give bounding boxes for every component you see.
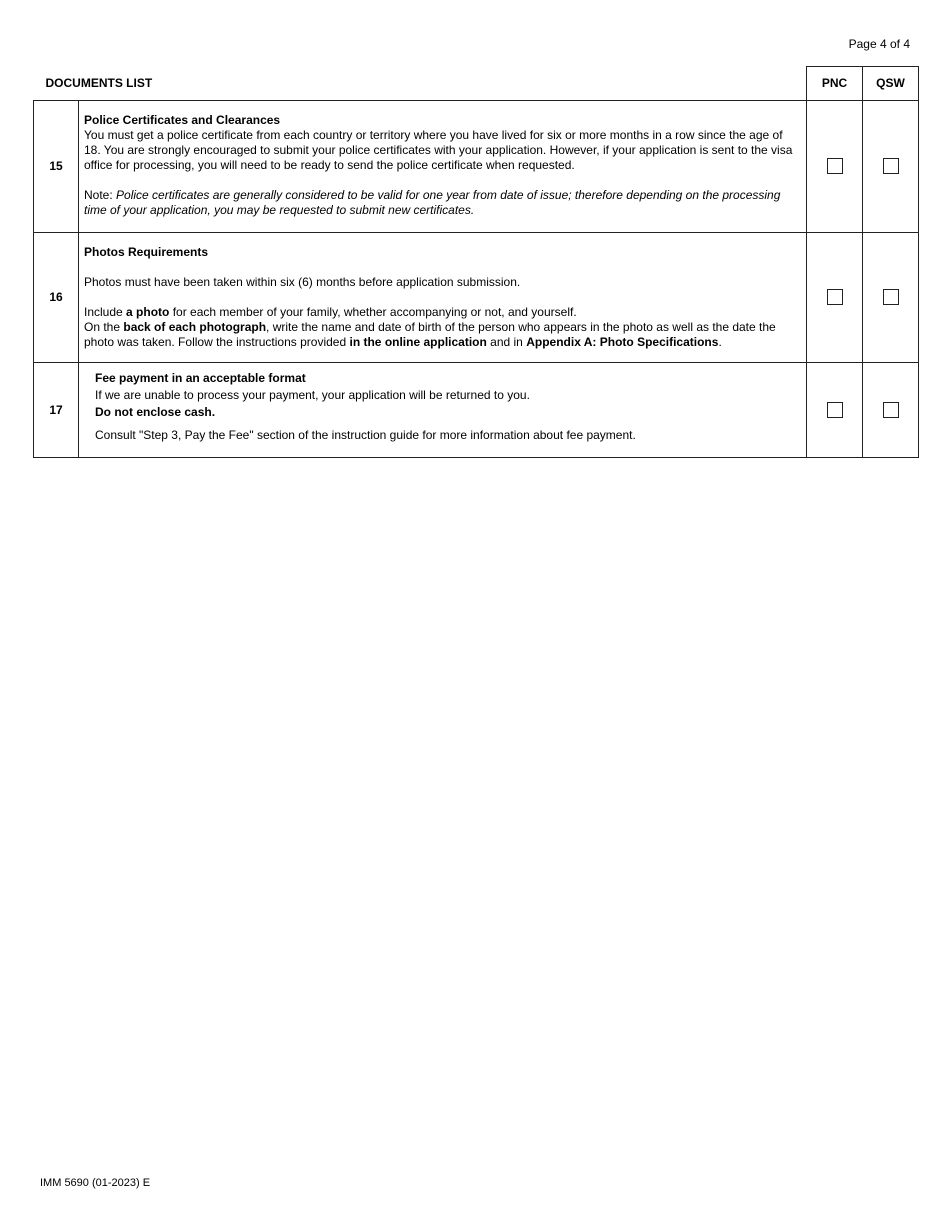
pnc-checkbox[interactable] — [827, 158, 843, 174]
item-note — [84, 188, 796, 218]
item-line: If we are unable to process your payment, your application will be returned to you. — [95, 387, 530, 402]
note-text: Police certificates are generally considered to be valid for one year from date of issue; therefore depending on the processing time of your application, you may be requested to submit new certificates. — [84, 187, 781, 217]
table-row — [34, 362, 919, 457]
qsw-checkbox[interactable] — [883, 289, 899, 305]
item-line: Consult "Step 3, Pay the Fee" section of the instruction guide for more information about fee payment. — [95, 427, 636, 442]
pnc-checkbox[interactable] — [827, 289, 843, 305]
item-line: On the back of each photograph, write the name and date of birth of the person who appears in the photo as well as the date the photo was taken. Follow the instructions provided in the online application and in Appendix A: Photo Specifications. — [84, 319, 776, 349]
item-content — [79, 100, 807, 232]
table-row — [34, 100, 919, 232]
column-header-pnc: PNC — [807, 67, 863, 101]
table-header-row — [34, 67, 919, 101]
item-line: Include a photo for each member of your family, whether accompanying or not, and yourself. — [84, 304, 577, 319]
pnc-checkbox[interactable] — [827, 402, 843, 418]
qsw-checkbox[interactable] — [883, 402, 899, 418]
item-number: 15 — [34, 100, 79, 232]
item-content — [79, 232, 807, 362]
qsw-checkbox[interactable] — [883, 158, 899, 174]
item-number: 17 — [34, 362, 79, 457]
item-title: Fee payment in an acceptable format — [95, 370, 306, 385]
item-title: Photos Requirements — [84, 244, 209, 259]
item-title: Police Certificates and Clearances — [84, 112, 281, 127]
item-number: 16 — [34, 232, 79, 362]
item-body: You must get a police certificate from each country or territory where you have lived for six or more months in a row since the age of 18. You are strongly encouraged to submit your police certificates with your application. However, if your application is sent to the visa office for processing, you will need to be ready to send the police certificate when requested. — [84, 127, 793, 172]
form-code: IMM 5690 (01-2023) E — [40, 1177, 151, 1189]
table-title: DOCUMENTS LIST — [34, 67, 807, 101]
item-content — [79, 362, 807, 457]
table-row — [34, 232, 919, 362]
item-line: Photos must have been taken within six (6) months before application submission. — [84, 274, 521, 289]
column-header-qsw: QSW — [863, 67, 919, 101]
page-number: Page 4 of 4 — [848, 37, 910, 51]
note-label: Note: — [84, 187, 117, 202]
documents-table — [33, 66, 919, 458]
item-line: Do not enclose cash. — [95, 404, 216, 419]
